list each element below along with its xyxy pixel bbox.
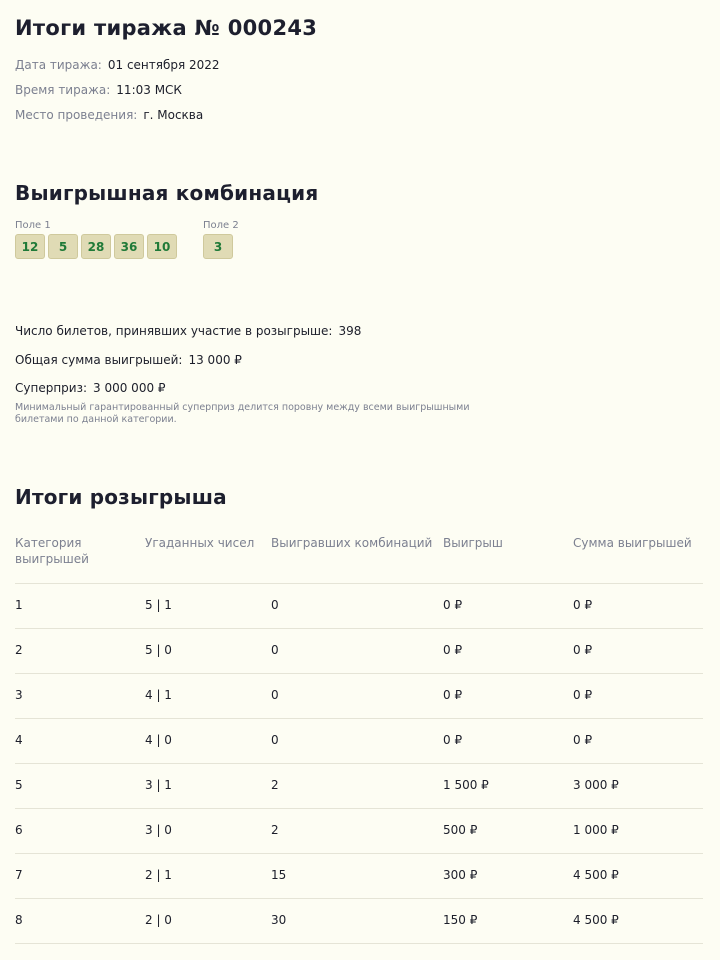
draw-place (15, 108, 203, 122)
cell-winning-combos: 2 (271, 778, 279, 792)
cell-total: 1 000 ₽ (573, 823, 619, 837)
tickets-count-value: 398 (338, 324, 362, 338)
cell-category: 7 (15, 868, 23, 882)
cell-winning-combos: 30 (271, 913, 287, 927)
column-header-category: Категория выигрышей (15, 536, 89, 566)
table-row (15, 809, 703, 854)
cell-winning-combos: 2 (271, 823, 279, 837)
table-row (15, 854, 703, 899)
cell-total: 0 ₽ (573, 643, 593, 657)
tickets-count (15, 324, 361, 338)
superprize-note: Минимальный гарантированный суперприз делится поровну между всеми выигрышными билетами по данной категории. (15, 402, 470, 425)
draw-time-value: 11:03 МСК (116, 83, 182, 97)
cell-total: 0 ₽ (573, 598, 593, 612)
column-header-prize: Выигрыш (443, 536, 503, 550)
column-header-guessed: Угаданных чисел (145, 536, 255, 550)
cell-category: 1 (15, 598, 23, 612)
winning-number: 36 (114, 234, 144, 259)
cell-prize: 0 ₽ (443, 598, 463, 612)
winning-number: 10 (147, 234, 177, 259)
draw-date-label: Дата тиража: (15, 58, 102, 72)
cell-category: 3 (15, 688, 23, 702)
field-2-label: Поле 2 (203, 220, 239, 231)
superprize-label: Суперприз: (15, 381, 88, 395)
cell-total: 0 ₽ (573, 688, 593, 702)
cell-winning-combos: 0 (271, 688, 279, 702)
cell-guessed: 2 | 1 (145, 868, 172, 882)
tickets-count-label: Число билетов, принявших участие в розыгрыше: (15, 324, 333, 338)
draw-place-label: Место проведения: (15, 108, 138, 122)
column-header-total: Сумма выигрышей (573, 536, 692, 550)
winning-number: 12 (15, 234, 45, 259)
field-1-label: Поле 1 (15, 220, 51, 231)
cell-category: 6 (15, 823, 23, 837)
cell-prize: 0 ₽ (443, 643, 463, 657)
table-row (15, 899, 703, 944)
superprize (15, 381, 166, 395)
total-winnings (15, 353, 242, 367)
cell-guessed: 5 | 0 (145, 643, 172, 657)
draw-time (15, 83, 182, 97)
field-2 (203, 220, 239, 259)
cell-prize: 300 ₽ (443, 868, 478, 882)
draw-date-value: 01 сентября 2022 (107, 58, 220, 72)
cell-total: 0 ₽ (573, 733, 593, 747)
field-1 (15, 220, 177, 259)
winning-number: 28 (81, 234, 111, 259)
cell-prize: 150 ₽ (443, 913, 478, 927)
cell-total: 4 500 ₽ (573, 868, 619, 882)
page-title: Итоги тиража № 000243 (15, 16, 318, 40)
cell-guessed: 2 | 0 (145, 913, 172, 927)
cell-prize: 500 ₽ (443, 823, 478, 837)
cell-winning-combos: 0 (271, 643, 279, 657)
table-row (15, 674, 703, 719)
cell-category: 4 (15, 733, 23, 747)
superprize-value: 3 000 000 ₽ (93, 381, 166, 395)
cell-category: 5 (15, 778, 23, 792)
winning-number: 5 (48, 234, 78, 259)
cell-winning-combos: 15 (271, 868, 287, 882)
results-heading: Итоги розыгрыша (15, 485, 227, 509)
draw-date (15, 58, 220, 72)
cell-guessed: 3 | 1 (145, 778, 172, 792)
combination-heading: Выигрышная комбинация (15, 181, 319, 205)
cell-prize: 0 ₽ (443, 688, 463, 702)
cell-prize: 0 ₽ (443, 733, 463, 747)
table-row (15, 629, 703, 674)
draw-time-label: Время тиража: (15, 83, 111, 97)
cell-category: 2 (15, 643, 23, 657)
total-winnings-value: 13 000 ₽ (188, 353, 242, 367)
cell-category: 8 (15, 913, 23, 927)
cell-winning-combos: 0 (271, 733, 279, 747)
cell-guessed: 5 | 1 (145, 598, 172, 612)
draw-place-value: г. Москва (143, 108, 204, 122)
column-header-winning-combos: Выигравших комбинаций (271, 536, 433, 550)
cell-prize: 1 500 ₽ (443, 778, 489, 792)
cell-total: 3 000 ₽ (573, 778, 619, 792)
total-winnings-label: Общая сумма выигрышей: (15, 353, 183, 367)
results-table (15, 535, 703, 944)
cell-winning-combos: 0 (271, 598, 279, 612)
table-row (15, 719, 703, 764)
cell-guessed: 4 | 0 (145, 733, 172, 747)
cell-guessed: 3 | 0 (145, 823, 172, 837)
table-row (15, 764, 703, 809)
cell-guessed: 4 | 1 (145, 688, 172, 702)
table-header (15, 535, 703, 584)
winning-number: 3 (203, 234, 233, 259)
cell-total: 4 500 ₽ (573, 913, 619, 927)
table-row (15, 584, 703, 629)
